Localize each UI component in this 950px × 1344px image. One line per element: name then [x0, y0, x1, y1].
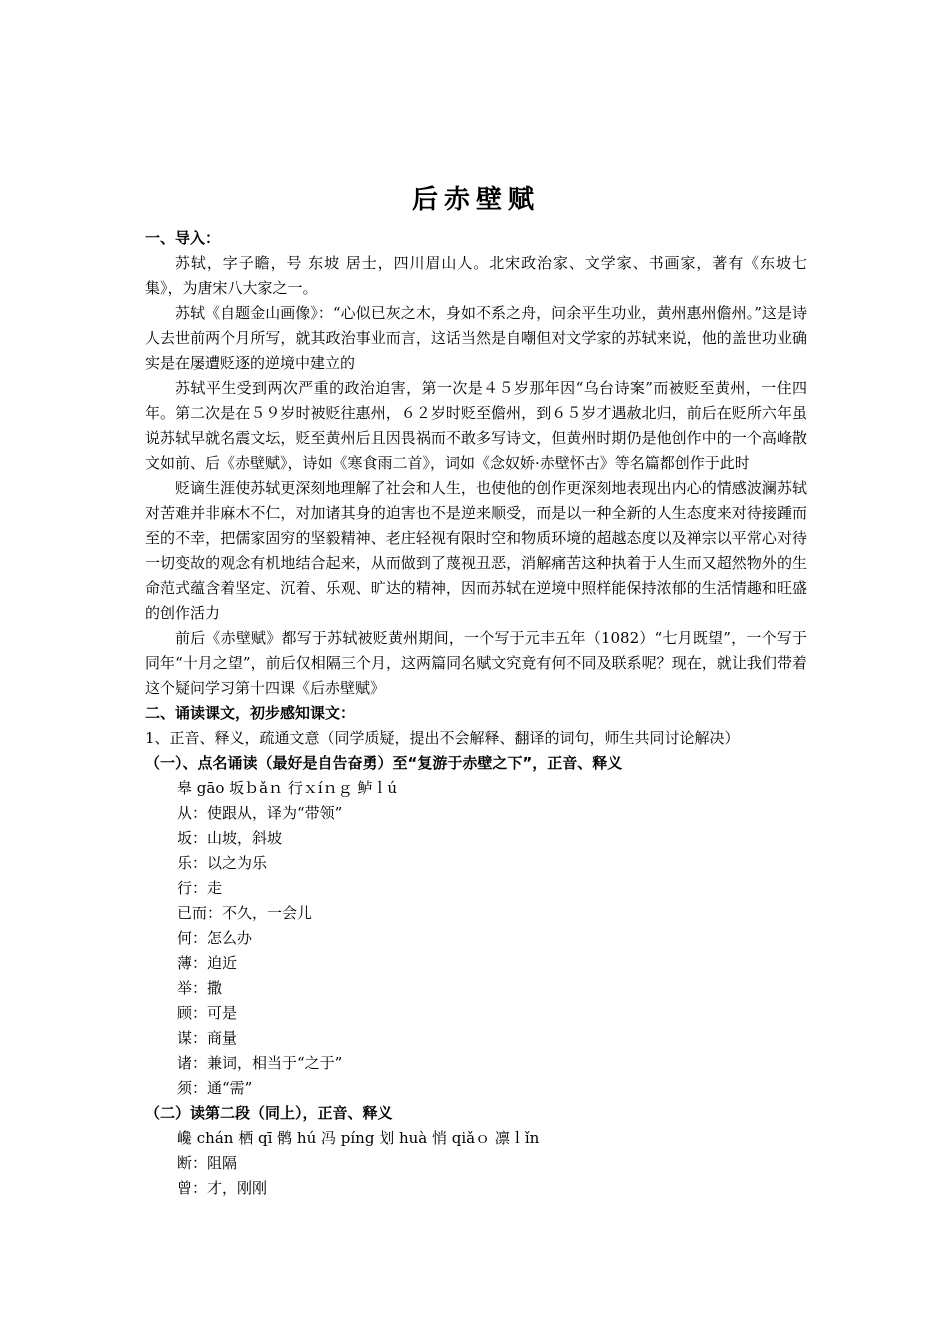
- subsection-heading-2: （二）读第二段（同上），正音、释义: [145, 1104, 393, 1122]
- paragraph: 贬谪生涯使苏轼更深刻地理解了社会和人生，也使他的创作更深刻地表现出内心的情感波澜苏轼对苦难并非麻木不仁，对加诸其身的迫害也不是逆来顺受，而是以一种全新的人生态度来对待接踵而至的不幸，把儒家固穷的坚毅精神、老庄轻视有限时空和物质环境的超越态度以及禅宗以平常心对待一切变故的观念有机地结合起来，从而做到了蔑视丑恶，消解痛苦这种执着于人生而又超然物外的生命范式蕴含着坚定、沉着、乐观、旷达的精神，因而苏轼在逆境中照样能保持浓郁的生活情趣和旺盛的创作活力: [145, 479, 807, 622]
- subsection-heading-1: （一）、点名诵读（最好是自告奋勇）至“复游于赤壁之下”，正音、释义: [145, 754, 623, 772]
- gloss-item: 顾：可是: [177, 1004, 238, 1022]
- document-page: [145, 180, 807, 1201]
- gloss-item: 须：通“需”: [177, 1079, 253, 1097]
- gloss-item: 从：使跟从，译为“带领”: [177, 804, 343, 822]
- paragraph: 苏轼平生受到两次严重的政治迫害，第一次是４５岁那年因“乌台诗案”而被贬至黄州，一住四年。第二次是在５９岁时被贬往惠州，６２岁时贬至儋州，到６５岁才遇赦北归，前后在贬所六年虽说苏轼早就名震文坛，贬至黄州后且因畏祸而不敢多写诗文，但黄州时期仍是他创作中的一个高峰散文如前、后《赤壁赋》，诗如《寒食雨二首》，词如《念奴娇·赤壁怀古》等名篇都创作于此时: [145, 379, 807, 472]
- paragraph: 前后《赤壁赋》都写于苏轼被贬黄州期间，一个写于元丰五年（1082）“七月既望”，一个写于同年“十月之望”，前后仅相隔三个月，这两篇同名赋文究竟有何不同及联系呢？现在，就让我们带着这个疑问学习第十四课《后赤壁赋》: [145, 629, 807, 697]
- gloss-item: 已而：不久，一会儿: [177, 904, 313, 922]
- gloss-item: 薄：迫近: [177, 954, 238, 972]
- pinyin-line: 皋 gāo 坂ｂǎｎ 行ｘíｎｇ 鲈ｌú: [177, 779, 398, 797]
- gloss-item: 行：走: [177, 879, 223, 897]
- gloss-item: 坂：山坡，斜坡: [177, 829, 283, 847]
- gloss-item: 何：怎么办: [177, 929, 253, 947]
- paragraph: 苏轼《自题金山画像》：“心似已灰之木，身如不系之舟，问余平生功业，黄州惠州儋州。”这是诗人去世前两个月所写，就其政治事业而言，这话当然是自嘲但对文学家的苏轼来说，他的盖世功业确实是在屡遭贬逐的逆境中建立的: [145, 304, 807, 372]
- document-title: 后赤壁赋: [411, 185, 540, 215]
- pinyin-line: 巉 chán 栖 qī 鹘 hú 冯 píng 划 huà 悄 qiǎｏ 凛ｌǐn: [177, 1129, 540, 1147]
- gloss-item: 断：阻隔: [177, 1154, 238, 1172]
- gloss-item: 谋：商量: [177, 1029, 238, 1047]
- paragraph: 苏轼，字子瞻，号 东坡 居士，四川眉山人。北宋政治家、文学家、书画家，著有《东坡七集》，为唐宋八大家之一。: [145, 254, 807, 297]
- gloss-item: 乐：以之为乐: [177, 854, 268, 872]
- section-heading-reading: 二、诵读课文，初步感知课文：: [145, 704, 356, 722]
- gloss-item: 举：撒: [177, 979, 223, 997]
- section-heading-intro: 一、导入：: [145, 229, 221, 247]
- section-intro-line: 1、正音、释义，疏通文意（同学质疑，提出不会解释、翻译的词句，师生共同讨论解决）: [145, 729, 740, 747]
- gloss-item: 诸：兼词，相当于“之于”: [177, 1054, 343, 1072]
- gloss-item: 曾：才，刚刚: [177, 1179, 268, 1197]
